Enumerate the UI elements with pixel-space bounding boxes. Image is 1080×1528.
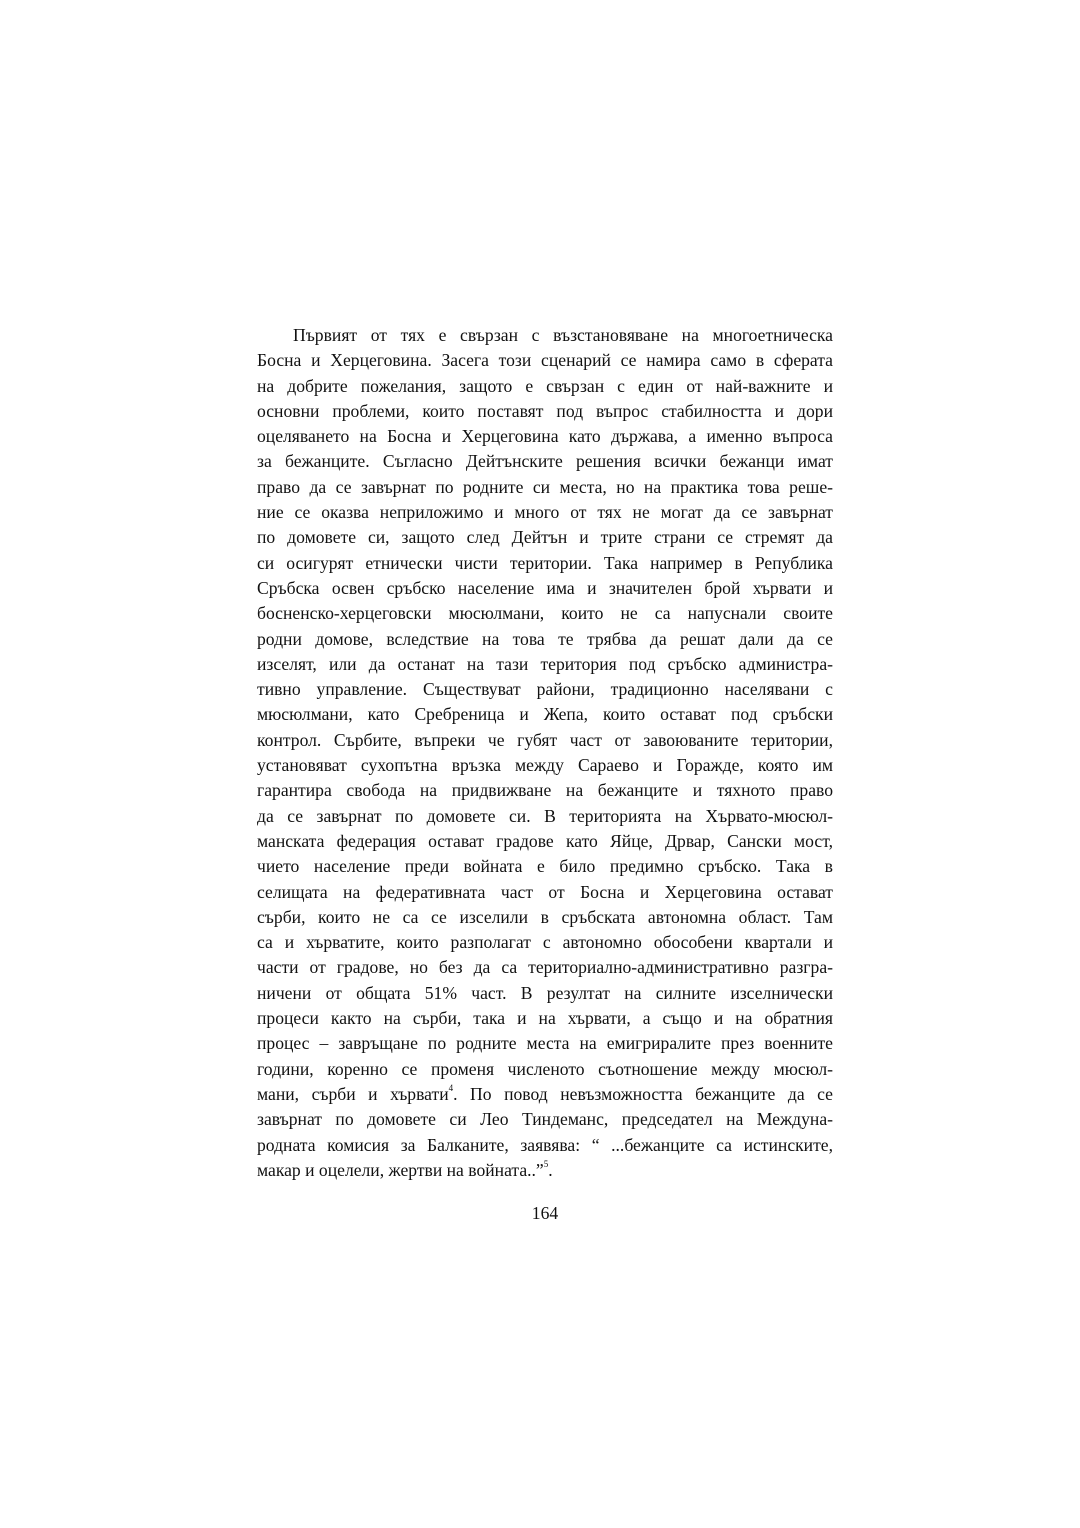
paragraph-line: селищата на федеративната част от Босна и Херцеговина остават bbox=[257, 881, 833, 902]
footnote-marker[interactable]: 5 bbox=[543, 1158, 549, 1169]
paragraph-line: изселят, или да останат на тази територия под сръбско администра- bbox=[257, 653, 833, 674]
line-text: . По повод невъзможността бежанците да се bbox=[453, 1083, 833, 1104]
paragraph-line: чието население преди войната е било предимно сръбско. Така в bbox=[257, 856, 833, 877]
paragraph-line: основни проблеми, които поставят под въпрос стабилността и дори bbox=[257, 400, 833, 421]
paragraph-line: Сръбска освен сръбско население има и значителен брой хървати и bbox=[257, 577, 833, 598]
paragraph-line: родната комисия за Балканите, заявява: “ ...бежанците са истинските, bbox=[257, 1134, 833, 1155]
paragraph-line: процеси както на сърби, така и на хървати, а също и на обратния bbox=[257, 1008, 833, 1029]
paragraph-line: родни домове, вследствие на това те трябва да решат дали да се bbox=[257, 628, 833, 649]
paragraph-line: части от градове, но без да са териториално-административно разгра- bbox=[257, 957, 833, 978]
paragraph-line: ние се оказва неприложимо и много от тях не могат да се завърнат bbox=[257, 502, 833, 523]
paragraph-line: си осигурят етнически чисти територии. Така например в Република bbox=[257, 552, 833, 573]
paragraph-line bbox=[257, 1158, 833, 1183]
line-text: мани, сърби и хървати bbox=[257, 1083, 449, 1104]
paragraph-line: тивно управление. Съществуват райони, традиционно населявани с bbox=[257, 679, 833, 700]
paragraph-line: процес – завръщане по родните места на емигриралите през военните bbox=[257, 1033, 833, 1054]
paragraph-line: босненско-херцеговски мюсюлмани, които не са напуснали своите bbox=[257, 603, 833, 624]
paragraph-line: Босна и Херцеговина. Засега този сценарий се намира само в сферата bbox=[257, 350, 833, 371]
paragraph-line: ничени от общата 51% част. В резултат на силните изселнически bbox=[257, 982, 833, 1003]
paragraph-line: оцеляването на Босна и Херцеговина като държава, а именно въпроса bbox=[257, 426, 833, 447]
footnote-marker[interactable]: 4 bbox=[448, 1082, 454, 1093]
paragraph-line: завърнат по домовете си Лео Тиндеманс, председател на Междуна- bbox=[257, 1109, 833, 1130]
page-number: 164 bbox=[531, 1203, 559, 1223]
paragraph-line: манската федерация остават градове като Яйце, Дрвар, Сански мост, bbox=[257, 830, 833, 851]
paragraph-line: гарантира свобода на придвижване на бежанците и тяхното право bbox=[257, 780, 833, 801]
paragraph-line: години, коренно се променя численото съотношение между мюсюл- bbox=[257, 1058, 833, 1079]
paragraph-line: контрол. Сърбите, въпреки че губят част от завоюваните територии, bbox=[257, 729, 833, 750]
paragraph-line: мюсюлмани, като Сребреница и Жепа, които остават под сръбски bbox=[257, 704, 833, 725]
paragraph-line: са и хърватите, които разполагат с автономно обособени квартали и bbox=[257, 932, 833, 953]
paragraph-line: да се завърнат по домовете си. В територията на Хървато-мюсюл- bbox=[257, 805, 833, 826]
paragraph-line: установяват сухопътна връзка между Сараево и Горажде, която им bbox=[257, 755, 833, 776]
body-paragraph bbox=[257, 323, 833, 1183]
line-text: . bbox=[548, 1159, 553, 1180]
paragraph-line: за бежанците. Съгласно Дейтънските решения всички бежанци имат bbox=[257, 451, 833, 472]
paragraph-line: сърби, които не са се изселили в сръбската автономна област. Там bbox=[257, 906, 833, 927]
paragraph-line: право да се завърнат по родните си места, но на практика това реше- bbox=[257, 476, 833, 497]
paragraph-line: по домовете си, защото след Дейтън и трите страни се стремят да bbox=[257, 527, 833, 548]
paragraph-line: на добрите пожелания, защото е свързан с един от най-важните и bbox=[257, 375, 833, 396]
line-text: макар и оцелели, жертви на войната..” bbox=[257, 1159, 544, 1180]
paragraph-line bbox=[257, 1082, 833, 1107]
paragraph-line: Първият от тях е свързан с възстановяване на многоетническа bbox=[293, 325, 833, 345]
